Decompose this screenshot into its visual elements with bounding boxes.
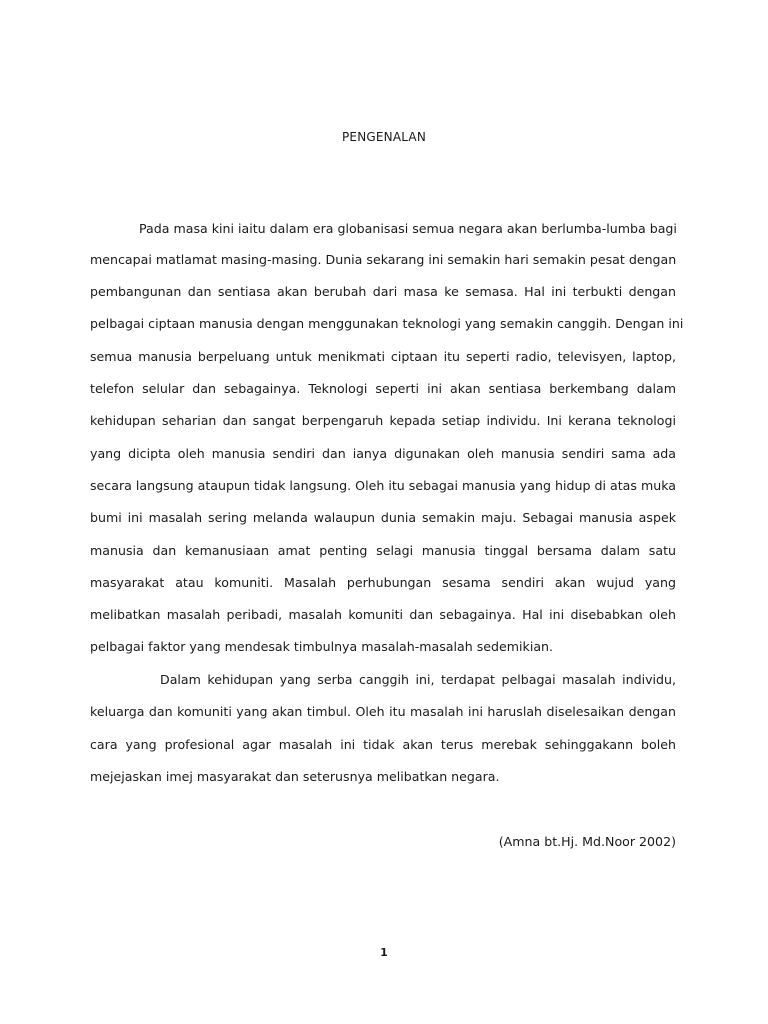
paragraph-1-line: Pada masa kini iaitu dalam era globanisasi semua negara akan berlumba-lumba bagi xyxy=(139,221,677,236)
paragraph-1-line: yang dicipta oleh manusia sendiri dan ianya digunakan oleh manusia sendiri sama ada xyxy=(90,446,676,461)
paragraph-1-line: kehidupan seharian dan sangat berpengaruh kepada setiap individu. Ini kerana teknologi xyxy=(90,413,676,428)
paragraph-1-line: bumi ini masalah sering melanda walaupun dunia semakin maju. Sebagai manusia aspek xyxy=(90,510,676,525)
paragraph-1-line: melibatkan masalah peribadi, masalah komuniti dan sebagainya. Hal ini disebabkan oleh xyxy=(90,607,676,622)
paragraph-2-line: cara yang profesional agar masalah ini tidak akan terus merebak sehinggakann boleh xyxy=(90,737,676,752)
paragraph-1-line: mencapai matlamat masing-masing. Dunia sekarang ini semakin hari semakin pesat dengan xyxy=(90,252,677,267)
paragraph-1-line: manusia dan kemanusiaan amat penting selagi manusia tinggal bersama dalam satu xyxy=(90,543,676,558)
paragraph-1-line: masyarakat atau komuniti. Masalah perhubungan sesama sendiri akan wujud yang xyxy=(90,575,676,590)
paragraph-1-line: semua manusia berpeluang untuk menikmati ciptaan itu seperti radio, televisyen, laptop, xyxy=(90,349,676,364)
paragraph-1-line: pelbagai faktor yang mendesak timbulnya masalah-masalah sedemikian. xyxy=(90,639,554,654)
paragraph-2-line: keluarga dan komuniti yang akan timbul. Oleh itu masalah ini haruslah diselesaikan dengan xyxy=(90,704,676,719)
paragraph-1-line: pelbagai ciptaan manusia dengan menggunakan teknologi yang semakin canggih. Dengan ini xyxy=(90,316,684,331)
citation: (Amna bt.Hj. Md.Noor 2002) xyxy=(498,834,676,849)
paragraph-2-line: mejejaskan imej masyarakat dan seterusnya melibatkan negara. xyxy=(90,769,500,784)
paragraph-1-line: telefon selular dan sebagainya. Teknologi seperti ini akan sentiasa berkembang dalam xyxy=(90,381,676,396)
document-title: PENGENALAN xyxy=(341,130,426,144)
paragraph-1-line: pembangunan dan sentiasa akan berubah dari masa ke semasa. Hal ini terbukti dengan xyxy=(90,284,676,299)
paragraph-2-line: Dalam kehidupan yang serba canggih ini, terdapat pelbagai masalah individu, xyxy=(160,672,676,687)
page-number: 1 xyxy=(380,946,388,959)
paragraph-1-line: secara langsung ataupun tidak langsung. Oleh itu sebagai manusia yang hidup di atas muka xyxy=(90,478,676,493)
